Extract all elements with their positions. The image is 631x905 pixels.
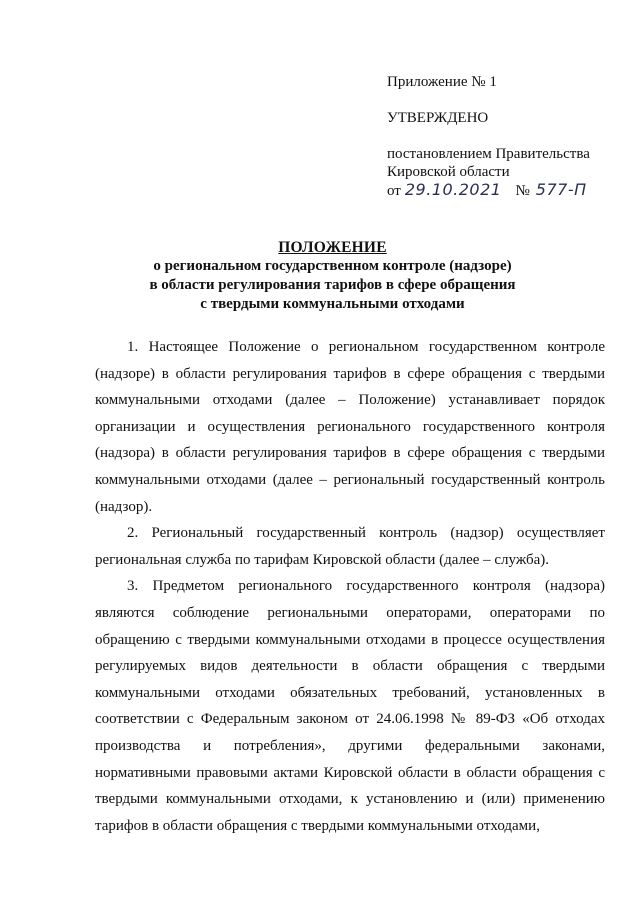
- handwritten-number: 577-П: [535, 180, 587, 199]
- decree-line-2: Кировской области: [387, 164, 510, 180]
- approved-stamp-text: УТВЕРЖДЕНО: [387, 110, 489, 126]
- decree-line-1: постановлением Правительства: [387, 146, 590, 162]
- decree-date-number: [387, 181, 607, 200]
- title-subline-2: в области регулирования тарифов в сфере обращения: [149, 277, 516, 293]
- title-subline-3: с твердыми коммунальными отходами: [200, 296, 465, 312]
- appendix-label: Приложение № 1: [387, 74, 497, 90]
- handwritten-date: 29.10.2021: [404, 180, 502, 199]
- number-label: №: [515, 183, 530, 199]
- document-body: [95, 334, 605, 839]
- document-title-block: [60, 238, 605, 314]
- paragraph-3: 3. Предметом регионального государственного контроля (надзора) являются соблюдение региональными операторами, операторами по обращению с твердыми коммунальными отходами в процессе осуществления регулируемых видов деятельности в области обращения с твердыми коммунальными отходами обязательных требований, установленных в соответствии с Федеральным законом от 24.06.1998 № 89-ФЗ «Об отходах производства и потребления», другими федеральными законами, нормативными правовыми актами Кировской области в области обращения с твердыми коммунальными отходами, к установлению и (или) применению тарифов в области обращения с твердыми коммунальными отходами,: [95, 578, 605, 834]
- document-title: ПОЛОЖЕНИЕ: [278, 239, 387, 256]
- title-subline-1: о региональном государственном контроле (надзоре): [153, 258, 512, 274]
- from-label: от: [387, 183, 401, 199]
- paragraph-2: 2. Региональный государственный контроль (надзор) осуществляет региональная служба по тарифам Кировской области (далее – служба).: [95, 525, 605, 568]
- paragraph-1: 1. Настоящее Положение о региональном государственном контроле (надзоре) в области регулирования тарифов в сфере обращения с твердыми коммунальными отходами (далее – Положение) устанавливает порядок организации и осуществления регионального государственного контроля (надзора) в области регулирования тарифов в сфере обращения с твердыми коммунальными отходами (далее – региональный государственный контроль (надзор).: [95, 339, 605, 515]
- approval-block: [387, 73, 607, 200]
